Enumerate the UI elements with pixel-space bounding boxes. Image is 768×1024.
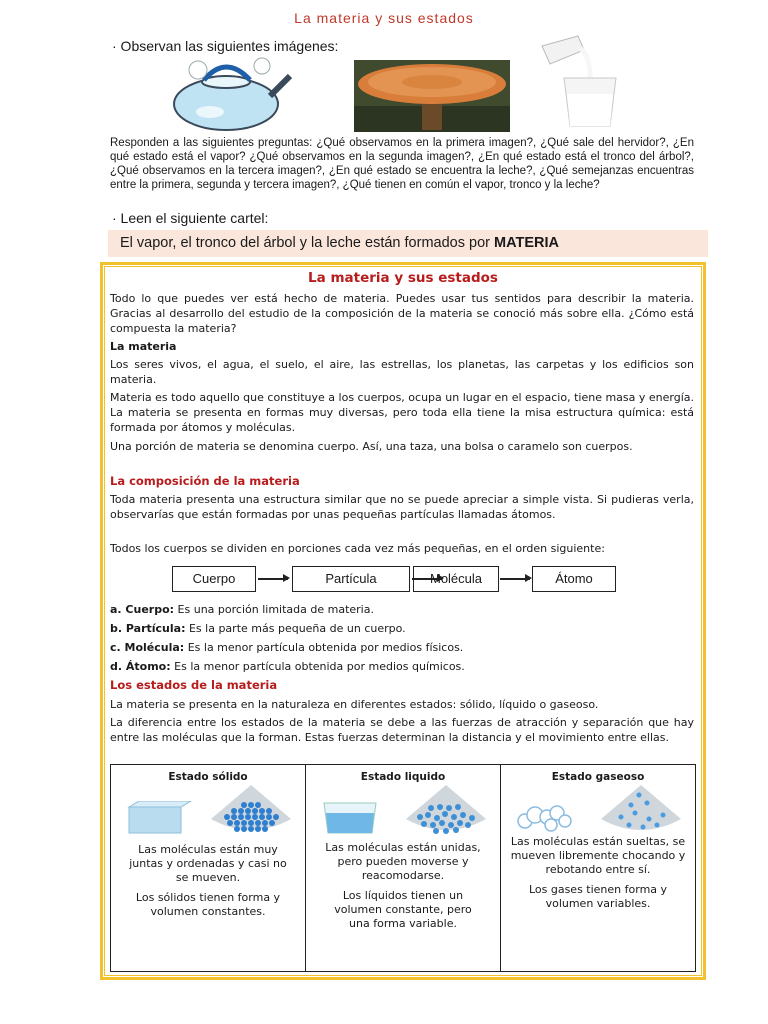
states-table (110, 764, 696, 972)
state-liquid-cell (306, 765, 501, 972)
banner-text: El vapor, el tronco del árbol y la leche están formados por (120, 235, 494, 251)
paragraph-fuerzas: La diferencia entre los estados de la materia se debe a las fuerzas de atracción y separación que hay entre las moléculas que la forman. Estas fuerzas determinan la distancia y el movimiento entre ellas. (110, 716, 694, 744)
paragraph-composicion: Toda materia presenta una estructura similar que no se puede apreciar a simple vista. Si pudieras verla, observarías que están formadas por unas pequeñas partículas llamadas átomos. (110, 493, 694, 521)
read-instruction: · Leen el siguiente cartel: (112, 210, 269, 226)
banner-bold: MATERIA (493, 235, 559, 251)
tronco-icon (354, 60, 510, 132)
vapor-cloud-icon (505, 801, 585, 835)
state-liquid-text-1: Las moléculas están unidas, pero pueden moverse y reacomodarse. (325, 841, 481, 882)
state-gas-text-1: Las moléculas están sueltas, se mueven libremente chocando y rebotando entre sí. (510, 835, 686, 876)
paragraph-cuerpo: Una porción de materia se denomina cuerpo. Así, una taza, una bolsa o caramelo son cuerpos. (110, 440, 633, 453)
state-solid-text-2: Los sólidos tienen forma y volumen constantes. (135, 891, 281, 918)
definition-particula: b. Partícula: Es la parte más pequeña de un cuerpo. (110, 622, 406, 635)
state-gas-title: Estado gaseoso (551, 771, 645, 783)
paragraph-materia-examples: Los seres vivos, el agua, el suelo, el aire, las estrellas, los planetas, las carpetas y los edificios son materia. (110, 358, 694, 386)
observe-instruction: · Observan las siguientes imágenes: (112, 38, 339, 54)
leche-icon (540, 34, 620, 130)
page-title: La materia y sus estados (294, 10, 474, 26)
flow-arrow-3 (500, 578, 530, 580)
banner (108, 230, 708, 257)
flow-box-particula: Partícula (292, 566, 410, 592)
flow-box-molecula: Molécula (413, 566, 499, 592)
state-gas-text-2: Los gases tienen forma y volumen variables. (528, 883, 668, 910)
paragraph-intro: Todo lo que puedes ver está hecho de materia. Puedes usar tus sentidos para describir la materia. Gracias al desarrollo del estudio de la composición de la materia se conoció más sobre ella. ¿Cómo está compuesta la materia? (110, 292, 694, 335)
gas-molecules-icon (591, 783, 691, 835)
state-solid-title: Estado sólido (168, 771, 248, 783)
flow-box-atomo: Átomo (532, 566, 616, 592)
ice-cube-icon (115, 801, 195, 835)
state-gas-cell (501, 765, 696, 972)
paragraph-materia-definition: Materia es todo aquello que constituye a los cuerpos, ocupa un lugar en el espacio, tiene masa y energía. La materia se presenta en formas muy diversas, pero toda ella tiene la misa estructura química: está formada por átomos y moléculas. (110, 391, 694, 434)
tetera-icon (158, 56, 294, 132)
state-solid-text-1: Las moléculas están muy juntas y ordenadas y casi no se mueven. (129, 843, 287, 884)
state-solid-cell (111, 765, 306, 972)
liquid-molecules-icon (396, 783, 496, 835)
definition-cuerpo: a. Cuerpo: Es una porción limitada de materia. (110, 603, 374, 616)
definition-atomo: d. Átomo: Es la menor partícula obtenida por medios químicos. (110, 660, 465, 673)
solid-molecules-icon (201, 783, 301, 835)
paragraph-estados: La materia se presenta en la naturaleza en diferentes estados: sólido, líquido o gaseoso. (110, 698, 599, 711)
flow-box-cuerpo: Cuerpo (172, 566, 256, 592)
flow-arrow-1 (258, 578, 288, 580)
state-liquid-text-2: Los líquidos tienen un volumen constante, pero una forma variable. (334, 889, 472, 930)
water-glass-icon (310, 801, 390, 835)
state-liquid-title: Estado liquido (360, 771, 446, 783)
definition-molecula: c. Molécula: Es la menor partícula obtenida por medios físicos. (110, 641, 464, 654)
questions-paragraph: Responden a las siguientes preguntas: ¿Qué observamos en la primera imagen?, ¿Qué sale del hervidor?, ¿En qué estado está el vapor? ¿Qué observamos en la segunda imagen?, ¿En qué estado está el tronco del árbol?, ¿Qué observamos en la tercera imagen?, ¿En qué estado se encuentra la leche?, ¿Qué semejanzas encuentras entre la primera, segunda y tercera imagen?, ¿Qué tienen en común el vapor, tronco y la leche? (110, 137, 694, 191)
heading-estados: Los estados de la materia (110, 678, 278, 692)
paragraph-orden: Todos los cuerpos se dividen en porciones cada vez más pequeñas, en el orden siguiente: (110, 542, 605, 555)
heading-composicion: La composición de la materia (110, 474, 300, 488)
heading-la-materia: La materia (110, 340, 177, 353)
card-title: La materia y sus estados (308, 270, 498, 286)
